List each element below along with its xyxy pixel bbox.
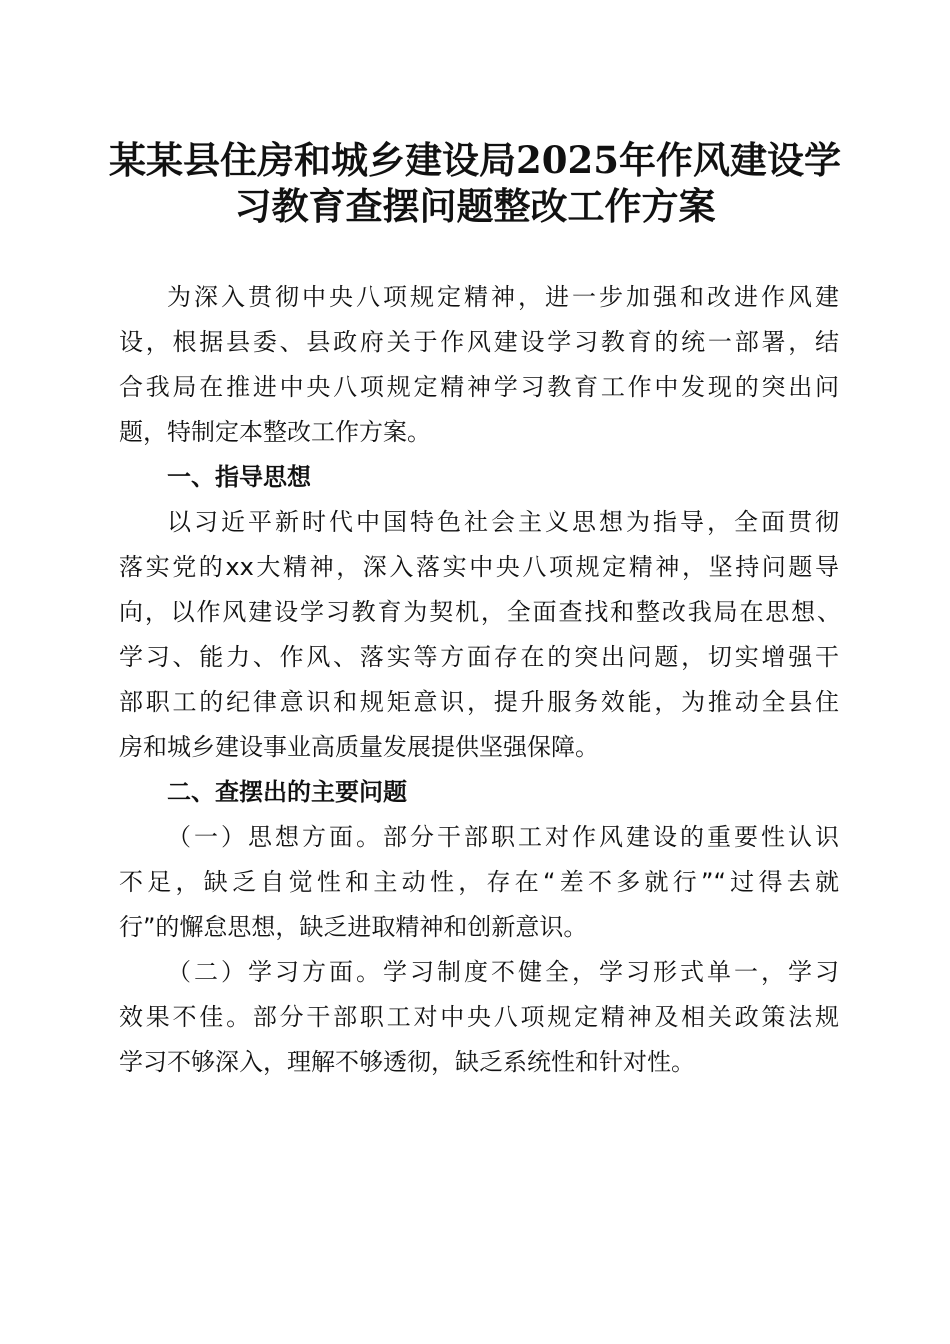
document-title-line-2: 习教育查摆问题整改工作方案 [234,184,716,228]
section-paragraph-line: 学习、能力、作风、落实等方面存在的突出问题，切实增强干 [119,643,839,671]
section-paragraph-line: 以习近平新时代中国特色社会主义思想为指导，全面贯彻 [167,508,839,536]
section-paragraph-line: 向，以作风建设学习教育为契机，全面查找和整改我局在思想、 [119,598,841,626]
problem-item-line: （二）学习方面。学习制度不健全，学习形式单一，学习 [167,958,839,986]
problem-item-line: 效果不佳。部分干部职工对中央八项规定精神及相关政策法规 [119,1003,839,1031]
intro-paragraph-line: 合我局在推进中央八项规定精神学习教育工作中发现的突出问 [119,373,839,401]
section-paragraph-line: 房和城乡建设事业高质量发展提供坚强保障。 [119,733,599,761]
problem-item-line: 学习不够深入，理解不够透彻，缺乏系统性和针对性。 [119,1048,695,1076]
section-paragraph-line: 落实党的xx大精神，深入落实中央八项规定精神，坚持问题导 [119,553,839,581]
intro-paragraph-line: 题，特制定本整改工作方案。 [119,418,431,446]
problem-item-line: 不足，缺乏自觉性和主动性，存在“差不多就行”“过得去就 [119,868,839,896]
section-heading-main-problems: 二、查摆出的主要问题 [167,778,407,806]
section-paragraph-line: 部职工的纪律意识和规矩意识，提升服务效能，为推动全县住 [119,688,839,716]
intro-paragraph-line: 设，根据县委、县政府关于作风建设学习教育的统一部署，结 [119,328,839,356]
problem-item-line: （一）思想方面。部分干部职工对作风建设的重要性认识 [167,823,839,851]
section-heading-guiding-thought: 一、指导思想 [167,463,311,491]
intro-paragraph-line: 为深入贯彻中央八项规定精神，进一步加强和改进作风建 [167,283,839,311]
problem-item-line: 行”的懈怠思想，缺乏进取精神和创新意识。 [119,913,588,941]
document-title-line-1: 某某县住房和城乡建设局2025年作风建设学 [109,138,841,182]
